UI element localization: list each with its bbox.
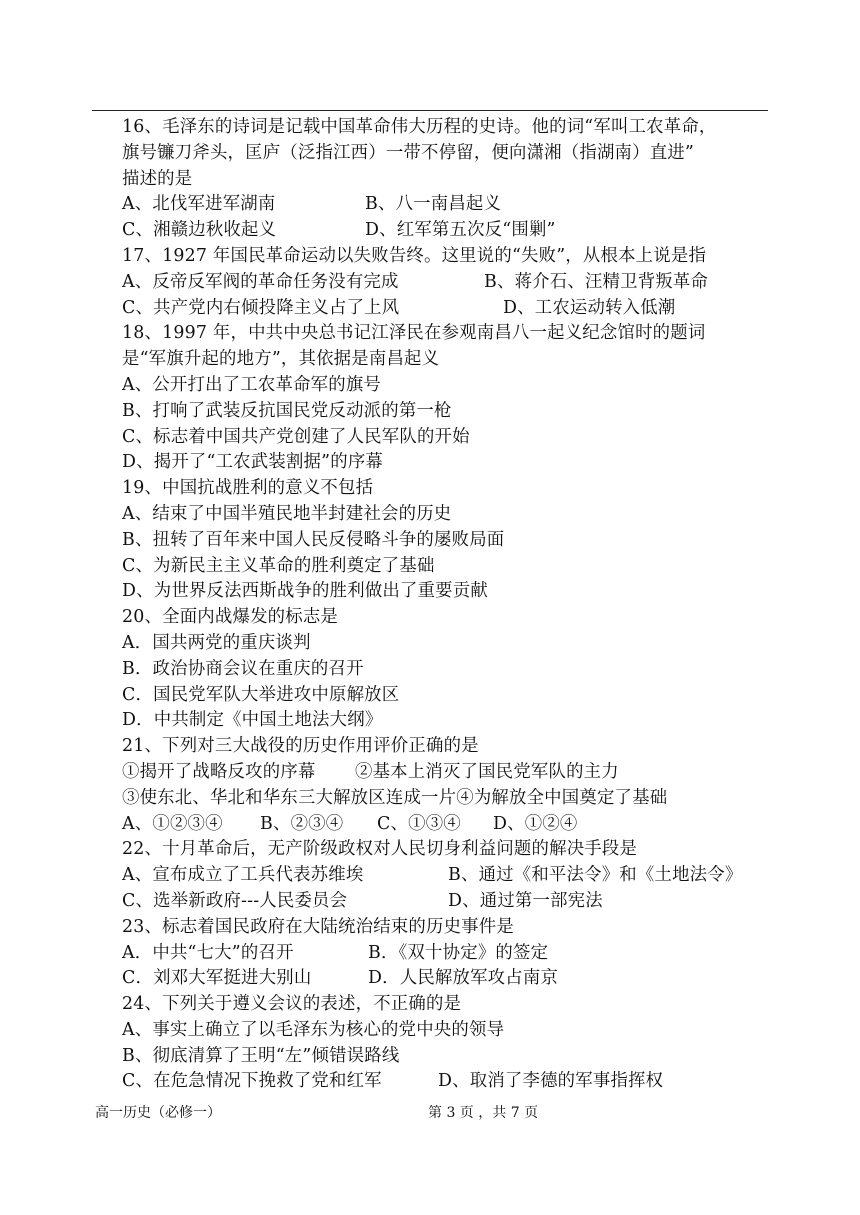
- option-b: B、打响了武装反抗国民党反动派的第一枪: [122, 400, 452, 421]
- option-d: D、红军第五次反“围剿”: [365, 220, 556, 241]
- option-c: C、湘赣边秋收起义: [122, 220, 277, 241]
- question-24-stem: 24、下列关于遵义会议的表述，不正确的是: [122, 994, 462, 1015]
- question-16-options-cd: [122, 218, 782, 244]
- option-d: D、为世界反法西斯战争的胜利做出了重要贡献: [122, 581, 488, 602]
- question-17-options-ab: [122, 270, 782, 296]
- option-d: D、①②④: [493, 813, 578, 834]
- option-a: A、反帝反军阀的革命任务没有完成: [122, 271, 399, 292]
- option-a: A．国共两党的重庆谈判: [122, 632, 311, 653]
- option-b: B．政治协商会议在重庆的召开: [122, 658, 364, 679]
- option-b: B、通过《和平法令》和《土地法令》: [448, 865, 743, 886]
- question-16-options-ab: [122, 192, 782, 218]
- option-a: A、宣布成立了工兵代表苏维埃: [122, 865, 364, 886]
- question-18-stem-line-1: 18、1997 年，中共中央总书记江泽民在参观南昌八一起义纪念馆时的题词: [122, 323, 706, 344]
- question-18-stem-line-2: 是“军旗升起的地方”，其依据是南昌起义: [122, 349, 440, 370]
- question-16-stem-line-2: 旗号镰刀斧头，匡庐（泛指江西）一带不停留，便向潇湘（指湖南）直进”: [122, 142, 694, 163]
- item-2: ②基本上消灭了国民党军队的主力: [355, 761, 619, 782]
- option-d: D、通过第一部宪法: [448, 890, 603, 911]
- option-c: C、共产党内右倾投降主义占了上风: [122, 297, 400, 318]
- option-c: C．刘邓大军挺进大别山: [122, 968, 312, 989]
- question-19-stem: 19、中国抗战胜利的意义不包括: [122, 478, 374, 499]
- question-17-options-cd: [122, 296, 782, 322]
- question-22-options-ab: [122, 863, 782, 889]
- option-d: D、取消了李德的军事指挥权: [438, 1071, 664, 1092]
- option-c: C、为新民主主义革命的胜利奠定了基础: [122, 555, 435, 576]
- option-d: D．中共制定《中国土地法大纲》: [122, 710, 383, 731]
- question-17-stem: 17、1927 年国民革命运动以失败告终。这里说的“失败”，从根本上说是指: [122, 245, 707, 266]
- option-c: C、选举新政府---人民委员会: [122, 890, 348, 911]
- question-21-items-12: [122, 760, 782, 786]
- option-c: C、标志着中国共产党创建了人民军队的开始: [122, 426, 470, 447]
- question-16-stem-line-1: 16、毛泽东的诗词是记载中国革命伟大历程的史诗。他的词“军叫工农革命，: [122, 117, 717, 137]
- question-20-stem: 20、全面内战爆发的标志是: [122, 607, 339, 628]
- question-16-stem-line-3: 描述的是: [122, 168, 193, 189]
- option-b: B、②③④: [260, 813, 344, 834]
- option-c: C、①③④: [377, 813, 461, 834]
- option-a: A、结束了中国半殖民地半封建社会的历史: [122, 503, 452, 524]
- option-c: C、在危急情况下挽救了党和红军: [122, 1071, 382, 1092]
- option-b: B、蒋介石、汪精卫背叛革命: [484, 271, 709, 292]
- question-content: [122, 115, 782, 1095]
- question-21-options: [122, 812, 782, 838]
- option-a: A、公开打出了工农革命军的旗号: [122, 374, 382, 395]
- option-a: A、①②③④: [122, 813, 223, 834]
- question-23-stem: 23、标志着国民政府在大陆统治结束的历史事件是: [122, 916, 514, 937]
- option-d: D、揭开了“工农武装割据”的序幕: [122, 452, 384, 473]
- option-d: D、工农运动转入低潮: [503, 297, 676, 318]
- option-a: A、北伐军进军湖南: [122, 194, 276, 215]
- option-b: B、八一南昌起义: [365, 194, 502, 215]
- option-b: B．《双十协定》的签定: [368, 942, 549, 963]
- option-d: D．人民解放军攻占南京: [368, 968, 559, 989]
- question-22-stem: 22、十月革命后，无产阶级政权对人民切身利益问题的解决手段是: [122, 839, 638, 860]
- option-b: B、彻底清算了王明“左”倾错误路线: [122, 1045, 400, 1066]
- question-22-options-cd: [122, 889, 782, 915]
- option-a: A．中共“七大”的召开: [122, 942, 294, 963]
- option-b: B、扭转了百年来中国人民反侵略斗争的屡败局面: [122, 529, 505, 550]
- header-rule: [92, 110, 768, 111]
- option-c: C．国民党军队大举进攻中原解放区: [122, 684, 400, 705]
- item-1: ①揭开了战略反攻的序幕: [122, 761, 316, 782]
- question-23-options-ab: [122, 941, 782, 967]
- question-24-options-cd: [122, 1069, 782, 1095]
- footer-course-label: 高一历史（必修一）: [95, 1105, 221, 1121]
- question-23-options-cd: [122, 966, 782, 992]
- question-21-items-34: ③使东北、华北和华东三大解放区连成一片④为解放全中国奠定了基础: [122, 787, 668, 808]
- option-a: A、事实上确立了以毛泽东为核心的党中央的领导: [122, 1019, 505, 1040]
- question-21-stem: 21、下列对三大战役的历史作用评价正确的是: [122, 736, 479, 757]
- footer-page-number: 第 3 页 ，共 7 页: [428, 1105, 539, 1121]
